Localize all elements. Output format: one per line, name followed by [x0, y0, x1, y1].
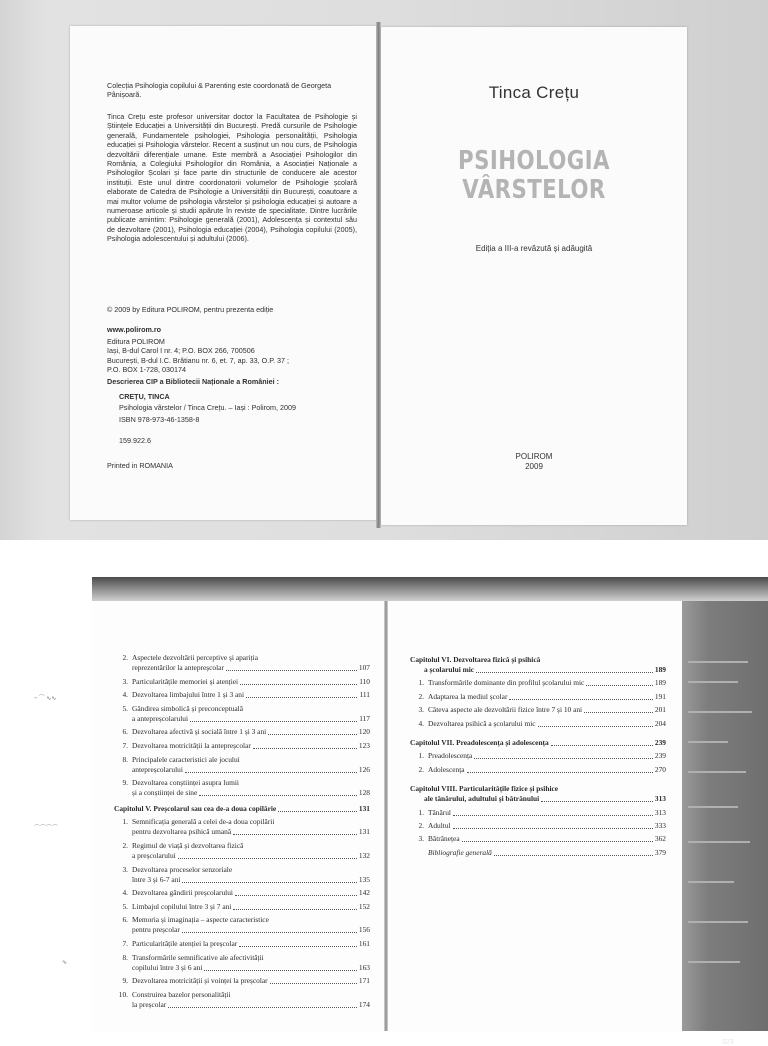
toc-leader-dots	[185, 772, 357, 773]
toc-leader-dots	[253, 748, 357, 749]
toc-entry-text	[132, 990, 370, 1010]
toc-entry-title: Dezvoltarea motricității și voinței la preșcolar	[132, 976, 268, 986]
toc-leader-dots	[204, 970, 357, 971]
publisher-imprint	[381, 452, 687, 472]
copyright-page	[70, 26, 376, 520]
toc-entry-line: Aspectele dezvoltării perceptive și apariția	[132, 653, 258, 662]
toc-entry-line: Principalele caracteristici ale jocului	[132, 754, 240, 764]
collection-note: Colecția Psihologia copilului & Parenting este coordonată de Georgeta Pânișoară.	[107, 81, 332, 100]
toc-entry-line	[114, 804, 370, 814]
book-title	[409, 147, 660, 205]
toc-entry-number: 4.	[418, 718, 424, 728]
toc-entry-text	[114, 804, 370, 814]
toc-entry-line	[132, 727, 370, 737]
toc-entry-title: Adolescența	[428, 764, 465, 774]
toc-entry-line	[132, 939, 370, 949]
address-line: P.O. BOX 1-728, 030174	[107, 365, 186, 375]
toc-entry-title: copilului între 3 și 6 ani	[132, 962, 203, 972]
toc-leader-dots	[538, 726, 653, 727]
toc-entry-number: 2.	[418, 691, 424, 701]
toc-entry-text	[132, 902, 370, 912]
toc-page-number: 171	[358, 976, 370, 986]
toc-entry-text	[132, 741, 370, 751]
cip-title: Psihologia vârstelor / Tinca Crețu. – Iași : Polirom, 2009	[119, 403, 296, 413]
toc-entry-text	[132, 778, 370, 798]
toc-leader-dots	[476, 672, 653, 673]
toc-leader-dots	[168, 1007, 357, 1008]
adjacent-page-edge	[682, 601, 768, 1046]
toc-entry-line	[428, 848, 666, 858]
toc-leader-dots	[178, 858, 357, 859]
book-title-line: PSIHOLOGIA	[458, 146, 610, 176]
toc-entry-number: 5.	[122, 901, 128, 911]
toc-page-number: 239	[654, 751, 666, 761]
toc-entry-line	[132, 788, 370, 798]
toc-entry-line	[132, 663, 370, 673]
cip-block	[119, 392, 349, 426]
ghost-text-line	[688, 711, 752, 713]
classification-number: 159.922.6	[119, 436, 151, 445]
toc-entry-title: Limbajul copilului între 3 și 7 ani	[132, 901, 232, 911]
toc-entry-title: pentru dezvoltarea psihică umană	[132, 827, 232, 837]
publisher-name: POLIROM	[515, 452, 553, 461]
toc-page-number: 379	[654, 847, 666, 857]
margin-mark: ~ ⌒ ∿∿	[34, 696, 57, 702]
toc-entry-title: Tânărul	[428, 807, 451, 817]
toc-leader-dots	[541, 801, 653, 802]
toc-leader-dots	[233, 909, 357, 910]
edition-note: Ediția a III-a revăzută și adăugită	[475, 244, 593, 253]
toc-entry-line	[132, 875, 370, 885]
toc-page-number: 120	[358, 727, 370, 737]
toc-entry-title: ale tânărului, adultului și bătrânului	[424, 794, 540, 804]
toc-entry-number: 8.	[122, 952, 128, 962]
toc-entry-text	[428, 765, 666, 775]
toc-entry-text	[428, 719, 666, 729]
toc-page-number: 135	[358, 874, 370, 884]
toc-entry-line	[132, 851, 370, 861]
toc-entry-number: 3.	[418, 834, 424, 844]
cip-heading: Descrierea CIP a Bibliotecii Naționale a României :	[107, 377, 280, 386]
toc-page-number: 110	[359, 676, 370, 686]
toc-entry-text	[132, 817, 370, 837]
toc-entry-text	[428, 848, 666, 858]
toc-entry-line	[428, 692, 666, 702]
toc-page-number: 156	[358, 925, 370, 935]
toc-entry-line: Dezvoltarea conștiinței asupra lumii	[132, 778, 239, 788]
toc-entry-text	[410, 655, 666, 675]
toc-page-number: 161	[358, 939, 370, 948]
toc-entry-line	[410, 665, 666, 675]
toc-entry-number: 1.	[418, 678, 424, 688]
toc-page-number: 123	[358, 741, 370, 750]
toc-entry-title: Câteva aspecte ale dezvoltării fizice între 7 și 10 ani	[428, 705, 583, 715]
toc-page-number: 131	[358, 827, 370, 837]
toc-page-number: 131	[358, 803, 370, 813]
toc-entry-line	[132, 765, 370, 775]
toc-leader-dots	[270, 983, 357, 984]
toc-entry-line	[132, 714, 370, 724]
ghost-text-line	[688, 741, 728, 743]
toc-leader-dots	[584, 712, 653, 713]
toc-entry-number: 2.	[418, 821, 424, 830]
toc-entry-number: 4.	[122, 690, 128, 700]
address-line: Editura POLIROM	[107, 337, 165, 346]
toc-leader-dots	[551, 745, 653, 746]
toc-entry-number: 3.	[418, 705, 424, 715]
toc-entry-text	[132, 841, 370, 861]
toc-entry-title: Dezvoltarea limbajului între 1 și 3 ani	[132, 690, 245, 700]
margin-mark: ∿	[62, 960, 68, 966]
toc-entry-number: 5.	[122, 703, 128, 713]
toc-leader-dots	[453, 815, 653, 816]
toc-entry-line	[428, 821, 666, 831]
toc-entry-line	[132, 1000, 370, 1010]
toc-entry-title: Adultul	[428, 821, 451, 830]
toc-entry-line: Transformările semnificative ale afectivității	[132, 952, 264, 962]
publication-year: 2009	[525, 462, 543, 471]
toc-page-number: 333	[654, 821, 666, 830]
toc-entry-title: reprezentărilor la antepreșcolar	[132, 663, 224, 672]
toc-entry-number: 1.	[122, 817, 128, 827]
toc-entry-number: 7.	[122, 939, 128, 948]
toc-leader-dots	[190, 721, 357, 722]
toc-leader-dots	[246, 697, 357, 698]
toc-entry-text	[132, 677, 370, 687]
ghost-text-line	[688, 841, 750, 843]
toc-entry-text	[132, 653, 370, 673]
toc-entry-line: Dezvoltarea proceselor senzoriale	[132, 864, 233, 874]
toc-entry-text	[428, 821, 666, 831]
toc-entry-text	[132, 727, 370, 737]
toc-entry-number: 10.	[118, 989, 128, 999]
toc-entry-text	[410, 738, 666, 748]
address-line: Iași, B-dul Carol I nr. 4; P.O. BOX 266, 700506	[107, 346, 255, 356]
toc-leader-dots	[462, 841, 653, 842]
toc-entry-line: Semnificația generală a celei de-a doua copilării	[132, 817, 275, 827]
toc-entry-text	[132, 865, 370, 885]
author-name: Tinca Crețu	[488, 83, 580, 102]
toc-entry-text	[132, 976, 370, 986]
toc-leader-dots	[278, 811, 357, 812]
ghost-text-line	[688, 771, 746, 773]
toc-page-number: 204	[654, 718, 666, 728]
toc-entry-title: Dezvoltarea motricității la antepreșcolar	[132, 741, 251, 750]
toc-entry-number: 4.	[122, 888, 128, 898]
toc-entry-line	[132, 690, 370, 700]
toc-page-number: 126	[358, 764, 370, 774]
toc-leader-dots	[182, 882, 356, 883]
toc-entry-title: Adaptarea la mediul școlar	[428, 691, 508, 701]
toc-entry-line: Capitolul VI. Dezvoltarea fizică și psihică	[410, 655, 541, 664]
toc-entry-line	[428, 719, 666, 729]
toc-entry-title: Dezvoltarea psihică a școlarului mic	[428, 718, 536, 728]
toc-entry-number: 9.	[122, 778, 128, 788]
toc-entry-title: și a conștiinței de sine	[132, 788, 198, 798]
toc-entry-title: antepreșcolarului	[132, 764, 183, 774]
toc-entry-line	[132, 888, 370, 898]
toc-leader-dots	[226, 670, 357, 671]
toc-entry-text	[132, 755, 370, 775]
copyright-line: © 2009 by Editura POLIROM, pentru prezenta ediție	[107, 305, 274, 314]
toc-leader-dots	[182, 932, 357, 933]
printed-in: Printed in ROMANIA	[107, 461, 173, 470]
toc-entry-number: 2.	[122, 841, 128, 850]
toc-leader-dots	[235, 895, 357, 896]
author-bio: Tinca Crețu este profesor universitar doctor la Facultatea de Psihologie și Științele Educației a Universității din București. Predă cursurile de Psihologie generală, Fundamentele psihologiei, Psihologia personalității, Psihologia educației și Psihologia vârstelor. Recent a susținut un nou curs, de Psihologia dezvoltării diferențiale umane. Este membră a Asociației Psihologilor din România, a Colegiului Psihologilor din România, a Asociației Naționale a Psihologilor Școlari și face parte din structurile de conducere ale acestor instituții. Este unul dintre coordonatorii volumelor de Psihologie școlară elaborate de Catedra de Psihologie a Universității din București, coautoare a mai multor volume de psihologia vârstelor și psihologia educației și autoare a numeroase articole și studii apărute în reviste de specialitate. Dintre lucrările publicate amintim: Psihologie generală (2001), Adolescența și contextul său de dezvoltare (2001), Psihologia educației (2004), Psihologia copilului (2005), Psihologia adolescentului și adultului (2006).	[107, 112, 357, 244]
toc-entry-title: la preșcolar	[132, 999, 167, 1009]
toc-entry-title: pentru preșcolar	[132, 925, 180, 935]
ghost-text-line	[688, 661, 748, 663]
toc-page-number: 128	[358, 788, 370, 798]
toc-leader-dots	[233, 834, 357, 835]
toc-right-page	[388, 601, 682, 1031]
toc-page-number: 142	[358, 888, 370, 898]
toc-entry-text	[428, 678, 666, 688]
publisher-website: www.polirom.ro	[107, 325, 162, 334]
toc-entry-number: 6.	[122, 915, 128, 925]
toc-leader-dots	[509, 699, 652, 700]
toc-leader-dots	[240, 684, 357, 685]
toc-entry-line	[410, 794, 666, 804]
toc-page-number: 239	[654, 738, 666, 747]
ghost-text-line	[688, 921, 748, 923]
toc-entry-title: Capitolul V. Preșcolarul sau cea de-a doua copilărie	[114, 803, 277, 813]
toc-page-number: 117	[359, 713, 370, 723]
toc-leader-dots	[199, 795, 357, 796]
toc-entry-number: 2.	[418, 764, 424, 774]
toc-left-page	[92, 601, 384, 1031]
toc-entry-text	[428, 751, 666, 761]
isbn: ISBN 978-973-46-1358-8	[119, 414, 200, 424]
toc-entry-text	[132, 915, 370, 935]
toc-entry-title: Particularitățile memoriei și atenției	[132, 676, 239, 686]
toc-page-number: 201	[654, 705, 666, 715]
toc-entry-line: Construirea bazelor personalității	[132, 989, 231, 999]
toc-leader-dots	[453, 828, 653, 829]
toc-entry-title: Dezvoltarea gândirii preșcolarului	[132, 888, 233, 898]
toc-entry-line: Gândirea simbolică și preconceptuală	[132, 703, 244, 713]
adjacent-page-number: 323	[722, 1039, 734, 1046]
toc-entry-title: Transformările dominante din profilul școlarului mic	[428, 678, 585, 688]
toc-leader-dots	[268, 734, 357, 735]
toc-page-number: 270	[654, 764, 666, 774]
toc-page-number: 174	[358, 999, 370, 1009]
toc-entry-number: 9.	[122, 976, 128, 986]
toc-entry-line	[132, 677, 370, 687]
toc-entry-number: 6.	[122, 727, 128, 737]
toc-page-number: 189	[654, 678, 666, 688]
toc-entry-number: 2.	[122, 653, 128, 662]
toc-entry-line	[132, 902, 370, 912]
toc-entry-number: 8.	[122, 754, 128, 764]
toc-entry-title: Dezvoltarea afectivă și socială între 1 și 3 ani	[132, 727, 267, 737]
margin-mark: ⌒⌒⌒⌒	[34, 826, 59, 832]
toc-entry-text	[132, 704, 370, 724]
toc-leader-dots	[586, 685, 653, 686]
toc-entry-line: Memoria și imaginația – aspecte caracteristice	[132, 915, 269, 925]
toc-entry-title: Particularitățile atenției la preșcolar	[132, 939, 238, 948]
toc-leader-dots	[467, 772, 653, 773]
toc-entry-title: Bibliografie generală	[428, 847, 492, 857]
toc-entry-line	[428, 705, 666, 715]
toc-entry-line	[132, 963, 370, 973]
toc-entry-line	[428, 678, 666, 688]
toc-entry-title: a școlarului mic	[424, 665, 475, 674]
toc-page-number: 152	[358, 901, 370, 911]
toc-page-number: 189	[654, 665, 666, 674]
toc-entry-line	[132, 827, 370, 837]
cip-author: CREȚU, TINCA	[119, 392, 170, 401]
toc-entry-line	[428, 808, 666, 818]
scan-table-of-contents	[0, 577, 768, 1046]
toc-entry-text	[428, 705, 666, 715]
toc-entry-line	[428, 834, 666, 844]
toc-entry-text	[410, 784, 666, 804]
toc-leader-dots	[474, 758, 653, 759]
toc-entry-title: Preadolescența	[428, 751, 473, 761]
toc-entry-line: Regimul de viață și dezvoltarea fizică	[132, 841, 244, 850]
toc-page-number: 132	[358, 851, 370, 860]
toc-page-number: 163	[358, 962, 370, 972]
publisher-address	[107, 337, 357, 375]
toc-page-number: 362	[654, 834, 666, 844]
toc-entry-line	[132, 741, 370, 751]
toc-entry-line	[428, 765, 666, 775]
ghost-text-line	[688, 961, 740, 963]
toc-entry-title: Bătrânețea	[428, 834, 460, 844]
toc-page-number: 313	[654, 807, 666, 817]
title-page	[381, 27, 687, 525]
toc-page-number: 313	[654, 794, 666, 804]
toc-leader-dots	[494, 855, 653, 856]
toc-entry-line	[410, 738, 666, 748]
toc-entry-line	[428, 751, 666, 761]
toc-leader-dots	[239, 946, 357, 947]
toc-entry-title: între 3 și 6-7 ani	[132, 874, 181, 884]
toc-entry-title: a preșcolarului	[132, 851, 176, 860]
toc-entry-text	[428, 834, 666, 844]
toc-entry-line	[132, 976, 370, 986]
ghost-text-line	[688, 806, 738, 808]
toc-entry-text	[132, 888, 370, 898]
toc-entry-text	[132, 939, 370, 949]
toc-entry-text	[132, 953, 370, 973]
toc-entry-text	[428, 808, 666, 818]
toc-page-number: 111	[359, 690, 370, 700]
toc-entry-title: Capitolul VII. Preadolescența și adolescența	[410, 738, 549, 747]
toc-page-number: 107	[358, 663, 370, 672]
toc-entry-number: 1.	[418, 751, 424, 761]
toc-entry-number: 1.	[418, 807, 424, 817]
toc-page-number: 191	[654, 691, 666, 701]
address-line: București, B-dul I.C. Brătianu nr. 6, et. 7, ap. 33, O.P. 37 ;	[107, 355, 290, 365]
toc-entry-number: 7.	[122, 741, 128, 750]
toc-entry-number: 3.	[122, 864, 128, 874]
ghost-text-line	[688, 681, 738, 683]
toc-entry-line: Capitolul VIII. Particularitățile fizice și psihice	[410, 784, 559, 794]
toc-entry-title: a antepreșcolarului	[132, 713, 189, 723]
toc-entry-number: 3.	[122, 676, 128, 686]
book-title-line: VÂRSTELOR	[462, 175, 606, 205]
ghost-text-line	[688, 881, 734, 883]
toc-entry-text	[132, 690, 370, 700]
toc-entry-line	[132, 925, 370, 935]
toc-entry-text	[428, 692, 666, 702]
